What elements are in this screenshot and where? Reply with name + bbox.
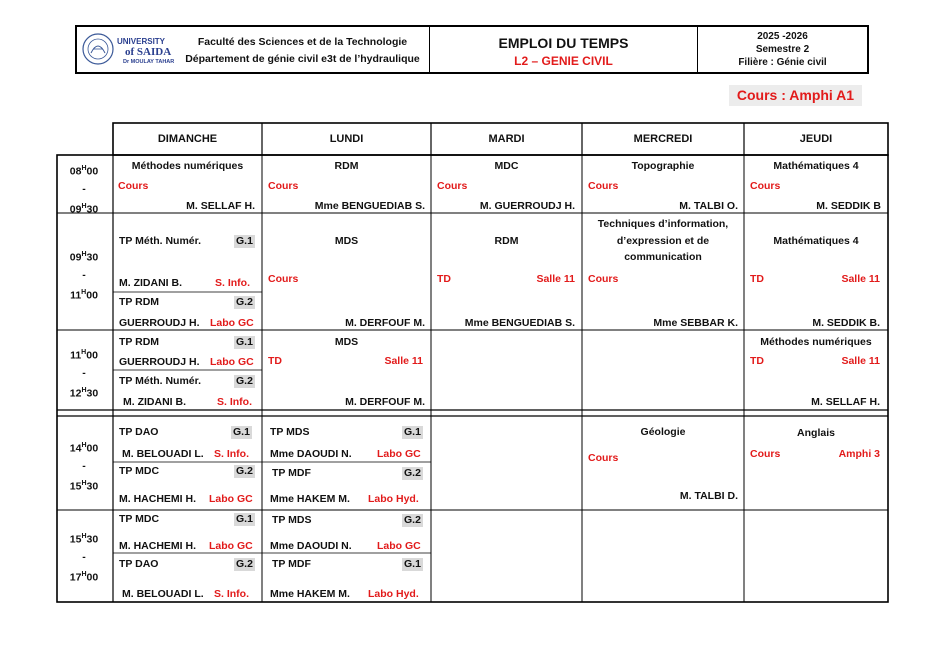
room: S. Info. [217, 396, 252, 408]
type: Cours [588, 273, 619, 285]
faculty-name: Faculté des Sciences et de la Technologie [197, 36, 408, 48]
type: TD [750, 273, 764, 285]
teacher: Mme DAOUDI N. [270, 540, 352, 552]
type: TD [437, 273, 451, 285]
room: Labo GC [209, 540, 253, 552]
subject: TP RDM [119, 336, 160, 348]
group-badge: G.2 [236, 296, 253, 308]
subject: TP DAO [119, 426, 159, 438]
header-title-section [430, 27, 698, 72]
header-faculty-section [77, 27, 430, 72]
group-badge: G.2 [404, 514, 421, 526]
type: Cours [750, 180, 781, 192]
subject: Anglais [797, 427, 835, 439]
subject: TP DAO [119, 558, 159, 570]
group-badge: G.1 [236, 235, 253, 247]
subject: Méthodes numériques [131, 160, 244, 172]
teacher: GUERROUDJ H. [119, 356, 200, 368]
group-badge: G.2 [236, 375, 253, 387]
group-badge: G.1 [404, 426, 421, 438]
teacher: M. DERFOUF M. [345, 317, 425, 329]
teacher: M. TALBI D. [679, 490, 738, 502]
subject: MDS [334, 336, 359, 348]
type: TD [750, 355, 764, 367]
teacher: Mme SEBBAR K. [653, 317, 738, 329]
teacher: Mme HAKEM M. [270, 588, 350, 600]
day-header-dimanche: DIMANCHE [157, 133, 218, 145]
teacher: M. SELLAF H. [186, 200, 255, 212]
time-slot-2: $09^H30$ - $11^H00$ [69, 251, 99, 301]
type: Cours [588, 180, 619, 192]
semester: Semestre 2 [755, 44, 810, 55]
room: Amphi 3 [838, 448, 880, 460]
subject-line-2: d’expression et de [616, 235, 710, 247]
subject: TP Méth. Numér. [119, 375, 202, 387]
teacher: M. BELOUADI L. [122, 448, 204, 460]
amphi-label: Cours : Amphi A1 [729, 85, 862, 106]
room: Labo GC [210, 356, 254, 368]
room: S. Info. [214, 448, 249, 460]
subject: RDM [494, 235, 519, 247]
teacher: Mme BENGUEDIAB S. [314, 200, 425, 212]
time-slot-4: $14^H00$ - $15^H30$ [69, 442, 99, 492]
teacher: M. TALBI O. [679, 200, 738, 212]
time-slot-3: $11^H00$ - $12^H30$ [69, 349, 99, 399]
subject: TP MDC [119, 465, 160, 477]
subject-line-1: Techniques d’information, [597, 218, 729, 230]
day-header-mercredi: MERCREDI [633, 133, 693, 145]
subject: TP MDF [272, 558, 311, 570]
teacher: M. HACHEMI H. [119, 540, 196, 552]
time-slot-5: $15^H30$ - $17^H00$ [69, 533, 99, 583]
teacher: M. DERFOUF M. [345, 396, 425, 408]
subject: Topographie [631, 160, 695, 172]
subject: TP MDS [270, 426, 310, 438]
group-badge: G.2 [236, 465, 253, 477]
subject: TP RDM [119, 296, 160, 308]
day-header-mardi: MARDI [488, 133, 525, 145]
group-badge: G.2 [236, 558, 253, 570]
faculty-block [180, 34, 425, 68]
university-logo [81, 31, 176, 68]
teacher: M. BELOUADI L. [122, 588, 204, 600]
filiere: Filière : Génie civil [738, 57, 827, 68]
room: Labo Hyd. [368, 588, 419, 600]
room: Salle 11 [841, 355, 880, 367]
svg-text:Dr MOULAY TAHAR: Dr MOULAY TAHAR [123, 59, 175, 65]
room: Labo GC [377, 540, 421, 552]
room: Labo GC [210, 317, 254, 329]
teacher: M. ZIDANI B. [119, 277, 182, 289]
header-year-section [698, 27, 867, 72]
teacher: M. SELLAF H. [811, 396, 880, 408]
subject: Méthodes numériques [760, 336, 872, 348]
svg-text:UNIVERSITY: UNIVERSITY [117, 37, 166, 46]
type: Cours [268, 180, 299, 192]
day-header-lundi: LUNDI [329, 133, 364, 145]
room: Labo GC [377, 448, 421, 460]
subject-line-3: communication [624, 251, 702, 263]
teacher: Mme HAKEM M. [270, 493, 350, 505]
room: Salle 11 [841, 273, 880, 285]
teacher: GUERROUDJ H. [119, 317, 200, 329]
teacher: Mme BENGUEDIAB S. [464, 317, 575, 329]
document-subtitle: L2 – GENIE CIVIL [514, 54, 613, 68]
teacher: M. SEDDIK B [816, 200, 881, 212]
academic-year: 2025 -2026 [757, 31, 808, 42]
svg-text:of SAIDA: of SAIDA [125, 46, 172, 58]
teacher: M. GUERROUDJ H. [479, 200, 575, 212]
teacher: Mme DAOUDI N. [270, 448, 352, 460]
subject: MDC [494, 160, 519, 172]
subject: Mathématiques 4 [773, 235, 859, 247]
document-header [75, 25, 869, 74]
time-slot-1: $08^H00$ - $09^H30$ [69, 165, 99, 215]
room: Labo Hyd. [368, 493, 419, 505]
type: TD [268, 355, 282, 367]
room: S. Info. [214, 588, 249, 600]
department-name: Département de génie civil e3t de l’hydraulique [185, 53, 420, 65]
type: Cours [268, 273, 299, 285]
subject: TP MDF [272, 467, 311, 479]
room: Labo GC [209, 493, 253, 505]
type: Cours [588, 452, 619, 464]
teacher: M. ZIDANI B. [123, 396, 186, 408]
subject: TP MDC [119, 513, 160, 525]
type: Cours [750, 448, 781, 460]
room: Salle 11 [536, 273, 575, 285]
group-badge: G.1 [233, 426, 250, 438]
subject: MDS [334, 235, 359, 247]
group-badge: G.2 [404, 467, 421, 479]
subject: RDM [334, 160, 359, 172]
day-header-jeudi: JEUDI [799, 133, 833, 145]
teacher: M. SEDDIK B. [812, 317, 880, 329]
subject: TP Méth. Numér. [119, 235, 202, 247]
group-badge: G.1 [236, 513, 253, 525]
subject: TP MDS [272, 514, 312, 526]
subject: Mathématiques 4 [773, 160, 859, 172]
type: Cours [437, 180, 468, 192]
teacher: M. HACHEMI H. [119, 493, 196, 505]
document-title: EMPLOI DU TEMPS [498, 35, 629, 51]
group-badge: G.1 [236, 336, 253, 348]
room: S. Info. [215, 277, 250, 289]
room: Salle 11 [384, 355, 423, 367]
subject: Géologie [640, 426, 686, 438]
group-badge: G.1 [404, 558, 421, 570]
type: Cours [118, 180, 149, 192]
